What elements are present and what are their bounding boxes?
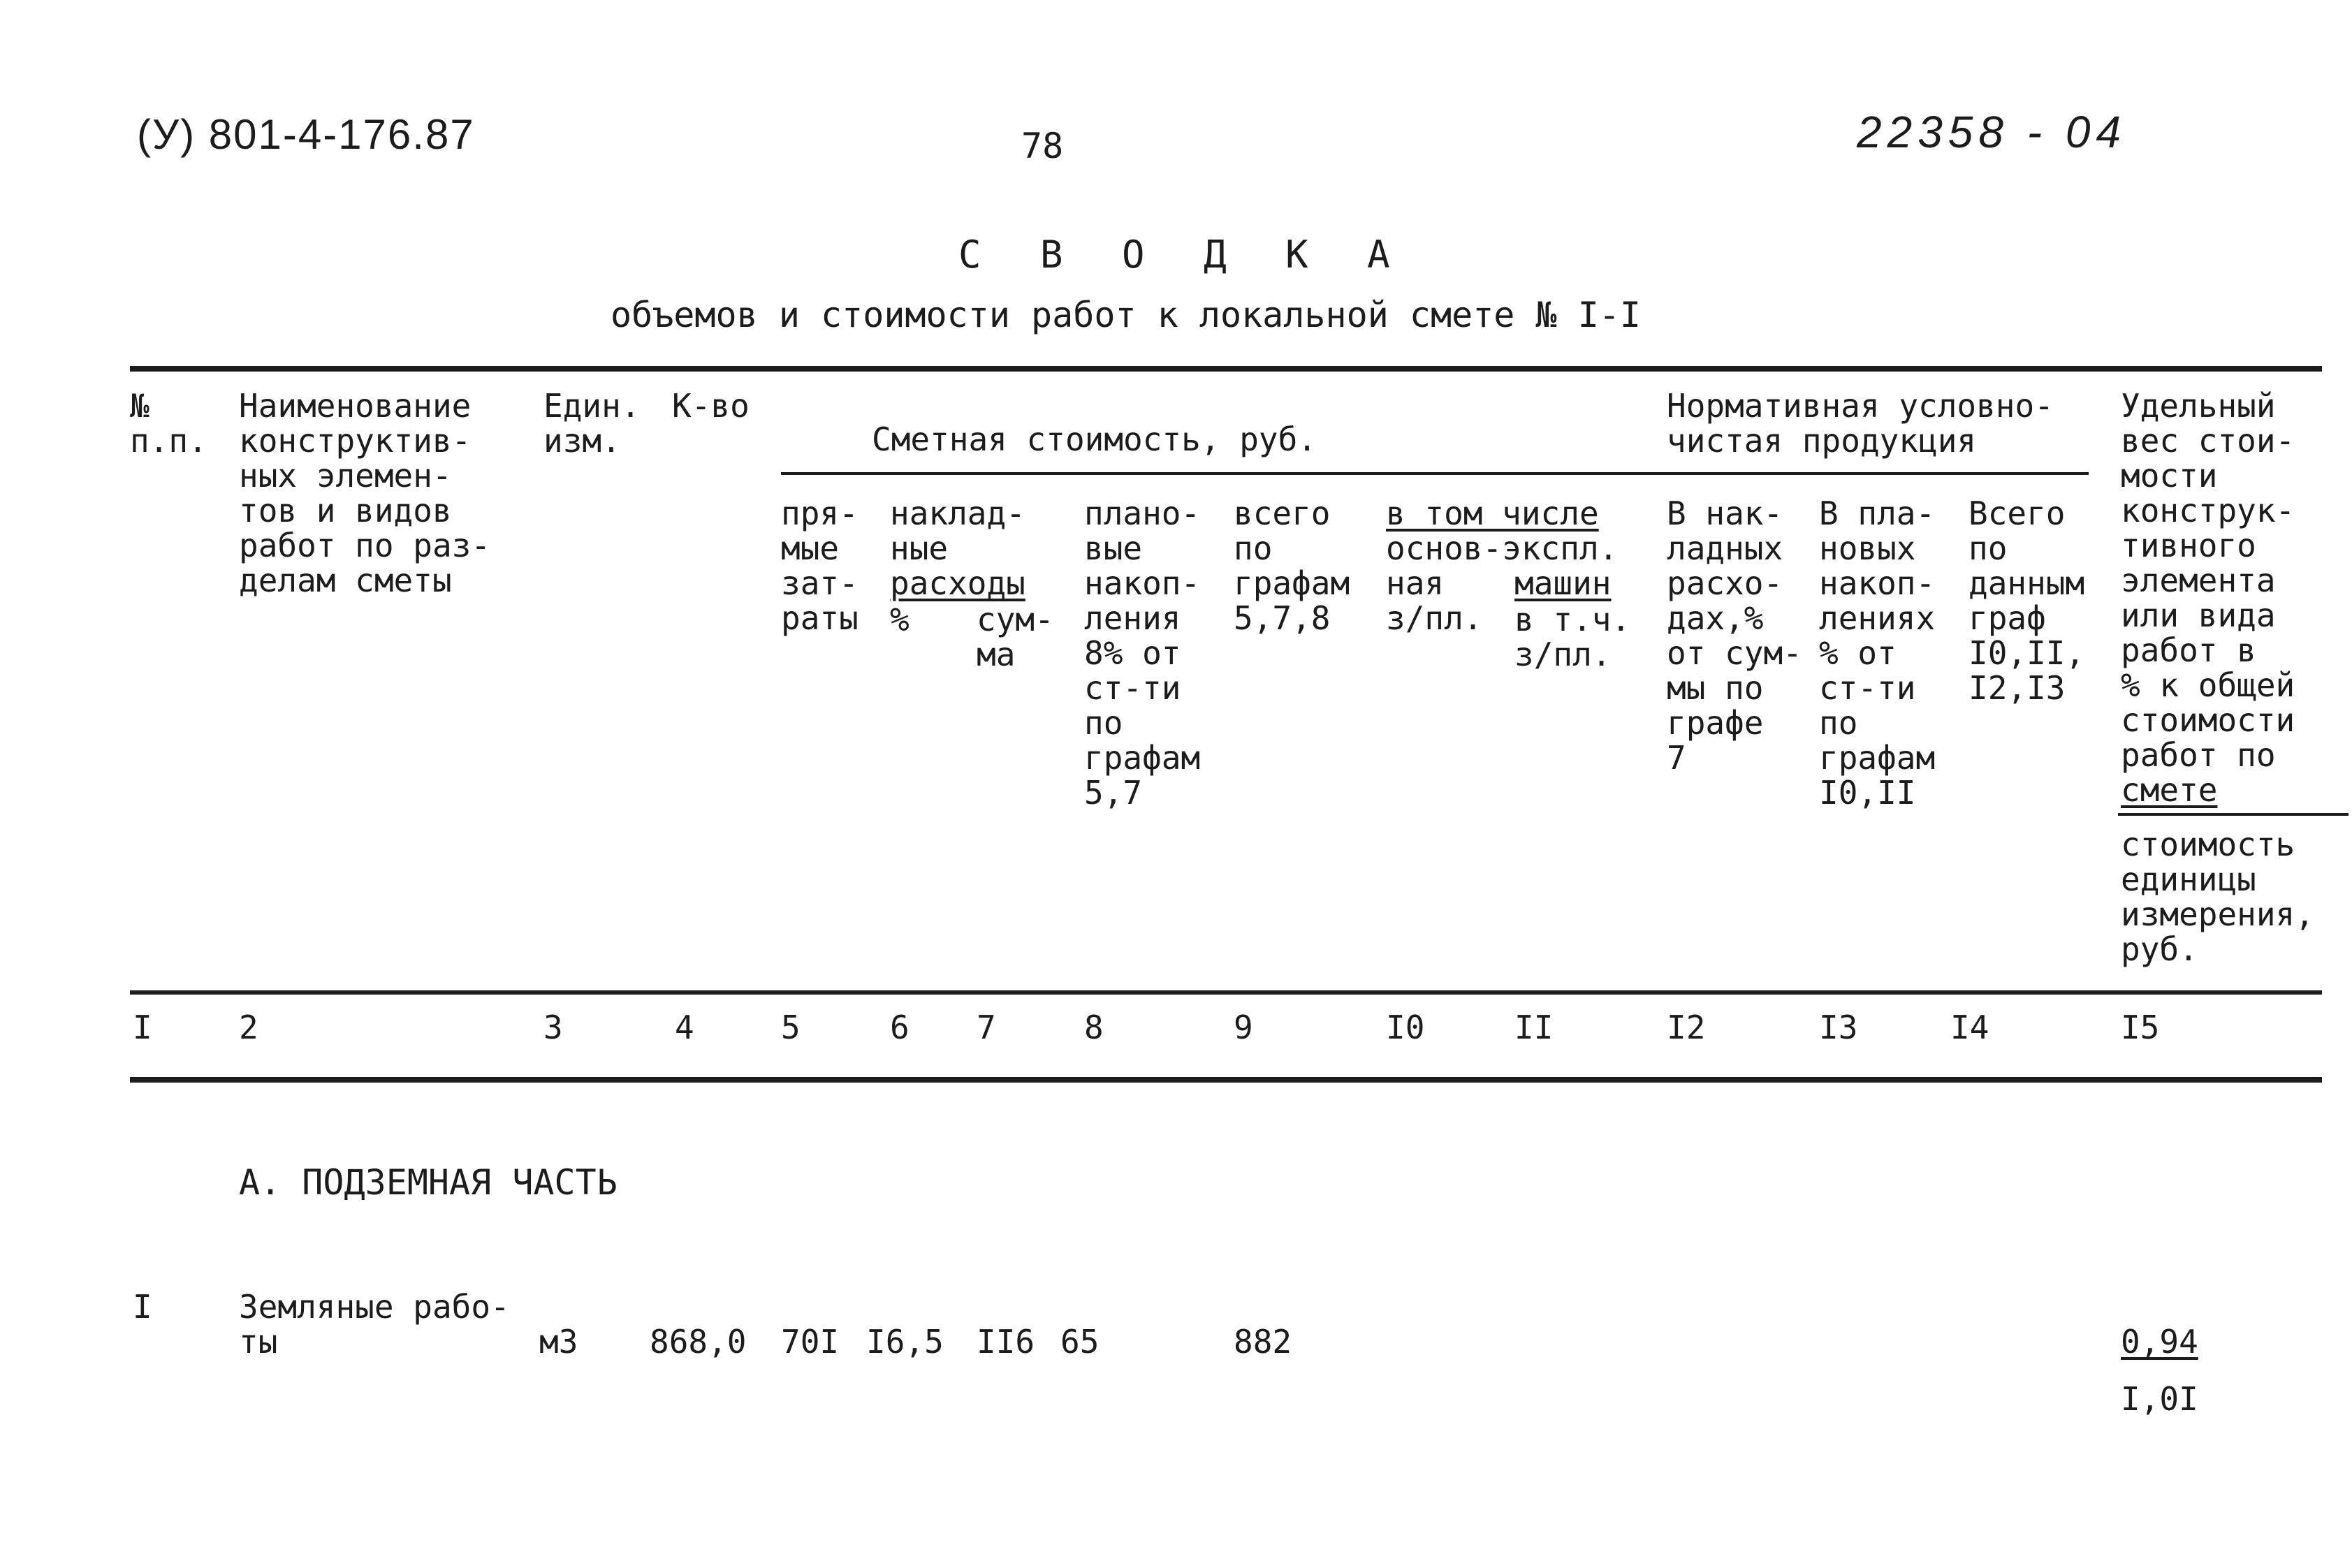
column-number: 5 — [781, 1009, 801, 1046]
header-main-machinery: основ-экспл. — [1386, 529, 1619, 567]
column-number: 2 — [239, 1009, 258, 1046]
column-number: 8 — [1084, 1009, 1104, 1046]
header-col-share: Удельный вес стои- мости конструк- тивного элемента или вида работ в % к общей стоимости работ по — [2121, 387, 2295, 774]
header-col-planned-savings: плано- вые накоп- ления 8% от ст-ти по графам 5,7 — [1084, 494, 1201, 812]
row-direct-costs: 70I — [781, 1323, 840, 1361]
header-col-norm-overhead: В нак- ладных расхо- дах,% от сум- мы по графе 7 — [1667, 494, 1802, 777]
column-number: I2 — [1667, 1009, 1706, 1046]
row-quantity: 868,0 — [650, 1323, 747, 1361]
header-col-overhead-percent: % — [890, 601, 910, 638]
page-number: 78 — [1021, 126, 1064, 166]
row-unit: м3 — [539, 1323, 578, 1361]
column-number: 7 — [977, 1009, 996, 1046]
column-number: II — [1514, 1009, 1554, 1046]
page-title: С В О Д К А — [958, 233, 1408, 277]
header-bottom-rule — [130, 990, 2322, 995]
header-group-cost: Сметная стоимость, руб. — [872, 420, 1317, 458]
header-col-machinery-label: машин — [1514, 564, 1612, 602]
row-name-line2: ты — [239, 1323, 278, 1361]
header-col-overhead-label: расходы — [890, 564, 1025, 602]
row-total: 882 — [1234, 1323, 1292, 1361]
row-overhead-sum: II6 — [977, 1323, 1035, 1361]
row-overhead-percent: I6,5 — [866, 1323, 944, 1361]
row-name-line1: Земляные рабо- — [239, 1288, 510, 1326]
header-including: в том числе — [1386, 494, 1599, 532]
page-subtitle: объемов и стоимости работ к локальной смете № I-I — [611, 295, 1642, 335]
header-col-norm-planned: В пла- новых накоп- лениях % от ст-ти по графам I0,II — [1819, 494, 1936, 812]
header-col-main-wages: ная з/пл. — [1386, 564, 1483, 637]
header-col-overhead-sum: сум- ма — [977, 601, 1054, 673]
row-planned-savings: 65 — [1060, 1323, 1100, 1361]
column-number: I4 — [1950, 1009, 1989, 1046]
column-number: 9 — [1234, 1009, 1253, 1046]
column-number: 3 — [543, 1009, 563, 1046]
column-number: I — [133, 1009, 152, 1046]
header-col-quantity: К-во — [672, 387, 750, 425]
header-col-number: № п.п. — [130, 387, 207, 460]
header-group-norm-product: Нормативная условно- чистая продукция — [1667, 387, 2054, 460]
column-number: 6 — [890, 1009, 910, 1046]
inventory-number: 22358 - 04 — [1857, 107, 2127, 157]
column-number: I0 — [1386, 1009, 1425, 1046]
header-col-unit-cost: стоимость единицы измерения, руб. — [2121, 826, 2314, 968]
header-col-direct-costs: пря- мые зат- раты — [781, 494, 859, 637]
column-number: 4 — [675, 1009, 694, 1046]
header-col-name: Наименование конструктив- ных элемен- тов и видов работ по раз- делам сметы — [239, 387, 491, 599]
header-col-norm-total: Всего по данным граф I0,II, I2,I3 — [1968, 494, 2085, 707]
column-number: I5 — [2121, 1009, 2160, 1046]
header-col-overhead: наклад- ные — [890, 494, 1025, 567]
row-number: I — [133, 1288, 152, 1326]
header-col-share-estimate: смете — [2121, 771, 2218, 809]
column-number: I3 — [1819, 1009, 1858, 1046]
section-heading: А. ПОДЗЕМНАЯ ЧАСТЬ — [239, 1162, 618, 1203]
header-col-machinery-wages: в т.ч. з/пл. — [1514, 601, 1631, 673]
row-share: 0,94 — [2121, 1323, 2198, 1361]
table-top-rule — [130, 366, 2322, 372]
norm-group-rule — [1663, 472, 2089, 475]
row-unit-cost: I,0I — [2121, 1380, 2198, 1418]
header-col-unit: Един. изм. — [543, 387, 641, 460]
numbers-bottom-rule — [130, 1077, 2322, 1083]
header-col-total: всего по графам 5,7,8 — [1234, 494, 1350, 637]
share-divider-rule — [2118, 813, 2349, 816]
document-code: (У) 801-4-176.87 — [137, 111, 475, 158]
